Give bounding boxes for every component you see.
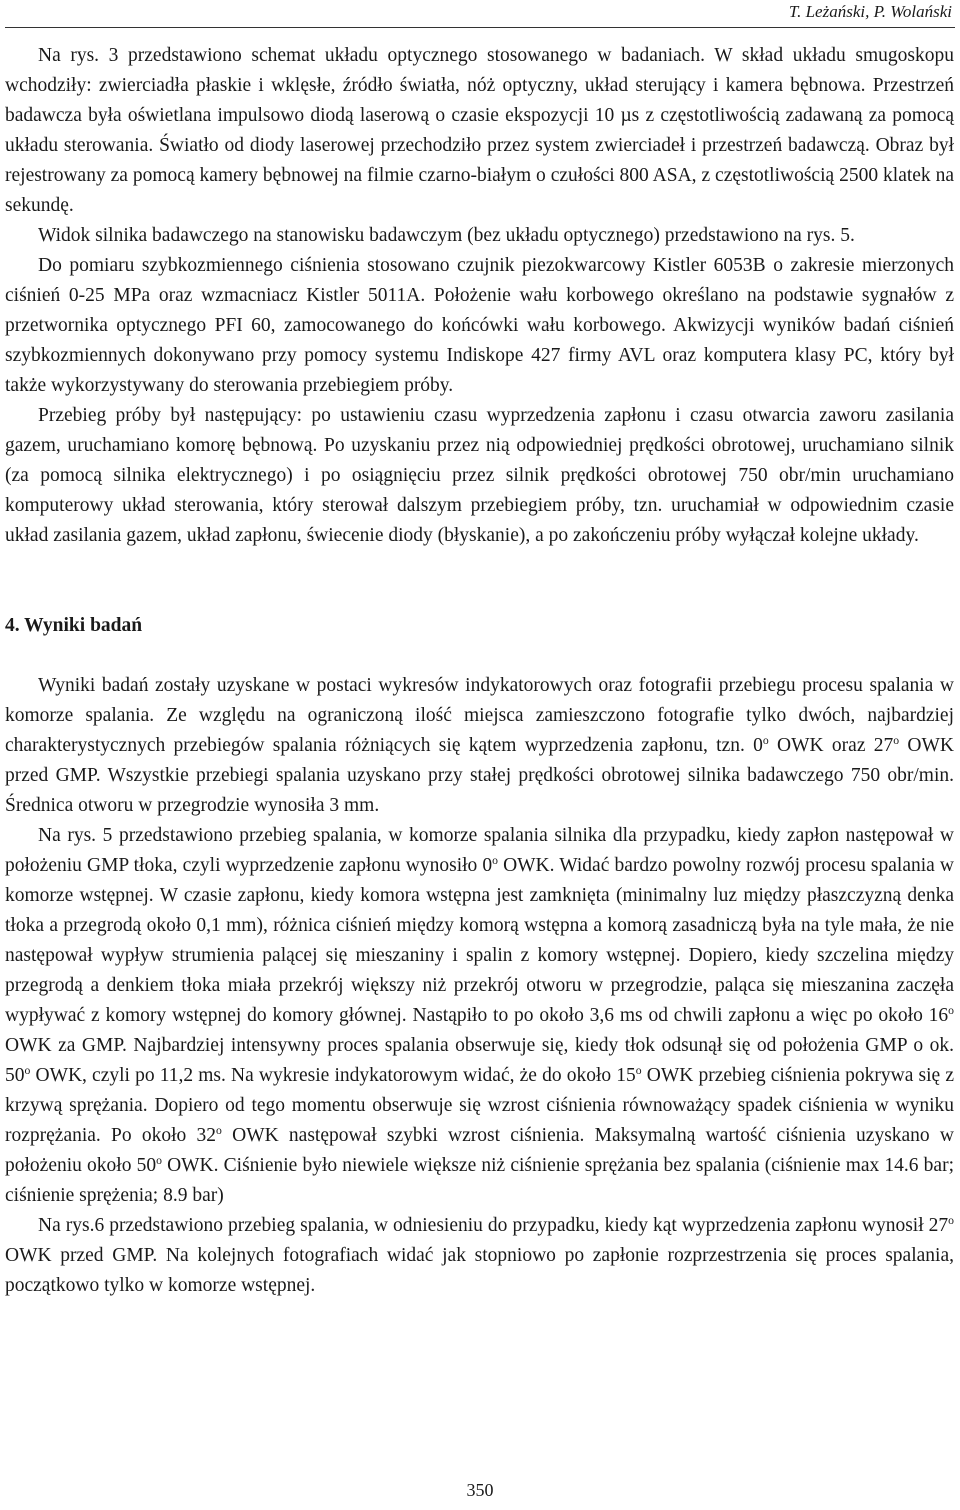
page-body <box>5 41 954 1301</box>
paragraph-results-intro: Wyniki badań zostały uzyskane w postaci wykresów indykatorowych oraz fotografii przebiegu procesu spalania w komorze spalania. Ze względu na ograniczoną ilość miejsca zamieszczono fotografie tylko dwóch, najbardziej charakterystycznych przebiegów spalania różniących się kątem wyprzedzenia zapłonu, tzn. 0$^o$ OWK oraz 27$^o$ OWK przed GMP. Wszystkie przebiegi spalania uzyskano przy stałej prędkości obrotowej silnika badawczego 750 obr/min. Średnica otworu w przegrodzie wynosiła 3 mm. <box>5 675 954 816</box>
degree-superscript: o <box>893 733 900 747</box>
paragraph-test-procedure: Przebieg próby był następujący: po ustawieniu czasu wyprzedzenia zapłonu i czasu otwarcia zaworu zasilania gazem, uruchamiano komorę bębnową. Po uzyskaniu przez nią odpowiedniej prędkości obrotowej, uruchamiano silnik (za pomocą silnika elektrycznego) i po osiągnięciu przez silnik prędkości obrotowej 750 obr/min uruchamiano komputerowy układ sterowania, który sterował dalszym przebiegiem próby, tzn. uruchamiał w odpowiednim czasie układ zasilania gazem, układ zapłonu, świecenie diody (błyskanie), a po zakończeniu próby wyłączał kolejne układy. <box>5 405 954 546</box>
paragraph-fig5-description: Na rys. 5 przedstawiono przebieg spalania, w komorze spalania silnika dla przypadku, kiedy zapłon następował w położeniu GMP tłoka, czyli wyprzedzenie zapłonu wynosiło 0$^o$ OWK. Widać bardzo powolny rozwój procesu spalania w komorze wstępnej. W czasie zapłonu, kiedy komora wstępna jest zamknięta (minimalny luz między płaszczyzną denka tłoka a przegrodą około 0,1 mm), różnica ciśnień między komorą wstępna a komorą zasadniczą była na tyle mała, że nie następował wypływ strumienia palącej się mieszaniny i spalin z komory wstępnej. Dopiero, kiedy szczelina między przegrodą a denkiem tłoka miała przekrój większy niż przekrój otworu w przegrodzie, paląca się mieszanina zaczęła wypływać z komory wstępnej do komory głównej. Nastąpiło to po około 3,6 ms od chwili zapłonu a więc po około 16$^o$ OWK za GMP. Najbardziej intensywny proces spalania obserwuje się, kiedy tłok odsunął się od położenia GMP o ok. 50$^o$ OWK, czyli po 11,2 ms. Na wykresie indykatorowym widać, że do około 15$^o$ OWK przebieg ciśnienia pokrywa się z krzywą sprężania. Dopiero od tego momentu obserwuje się wzrost ciśnienia równoważący spadek ciśnienia w wyniku rozprężania. Po około 32$^o$ OWK następował szybki wzrost ciśnienia. Maksymalną wartość ciśnienia uzyskano w położeniu około 50$^o$ OWK. Ciśnienie było niewiele większe niż ciśnienie sprężania bez spalania (ciśnienie max 14.6 bar; ciśnienie sprężenia; 8.9 bar) <box>5 825 954 1206</box>
degree-superscript: o <box>948 1003 954 1017</box>
paragraph-pressure-measurement: Do pomiaru szybkozmiennego ciśnienia stosowano czujnik piezokwarcowy Kistler 6053B o zakresie mierzonych ciśnień 0-25 MPa oraz wzmacniacz Kistler 5011A. Położenie wału korbowego określano na podstawie sygnałów z przetwornika optycznego PFI 60, zamocowanego do końcówki wału korbowego. Akwizycji wyników badań ciśnień szybkozmiennych dokonywano przy pomocy systemu Indiskope 427 firmy AVL oraz komputera klasy PC, który był także wykorzystywany do sterowania przebiegiem próby. <box>5 255 954 396</box>
running-header: T. Leżański, P. Wolański <box>788 2 952 21</box>
paragraph-optical-setup: Na rys. 3 przedstawiono schemat układu optycznego stosowanego w badaniach. W skład układu smugoskopu wchodziły: zwierciadła płaskie i wklęsłe, źródło światła, nóż optyczny, układ sterujący i kamera bębnowa. Przestrzeń badawcza była oświetlana impulsowo diodą laserową o czasie ekspozycji 10 µs z częstotliwością zadawaną za pomocą układu sterowania. Światło od diody laserowej przechodziło przez system zwierciadeł i przestrzeń badawczą. Obraz był rejestrowany za pomocą kamery bębnowej na filmie czarno-białym o czułości 800 ASA, z częstotliwością 2500 klatek na sekundę. <box>5 45 954 216</box>
degree-superscript: o <box>24 1063 31 1077</box>
header-rule <box>5 27 955 28</box>
degree-superscript: o <box>948 1213 954 1227</box>
degree-superscript: o <box>492 853 498 867</box>
paragraph-fig6-description: Na rys.6 przedstawiono przebieg spalania, w odniesieniu do przypadku, kiedy kąt wyprzedzenia zapłonu wynosił 27$^o$ OWK przed GMP. Na kolejnych fotografiach widać jak stopniowo po zapłonie rozprzestrzenia się proces spalania, początkowo tylko w komorze wstępnej. <box>5 1213 954 1296</box>
section-heading: 4. Wyniki badań <box>5 615 143 636</box>
degree-superscript: o <box>762 733 769 747</box>
degree-superscript: o <box>216 1123 222 1137</box>
degree-superscript: o <box>635 1063 642 1077</box>
degree-superscript: o <box>156 1153 162 1167</box>
page-number: 350 <box>466 1480 494 1500</box>
paragraph-engine-view: Widok silnika badawczego na stanowisku badawczym (bez układu optycznego) przedstawiono na rys. 5. <box>38 225 855 246</box>
